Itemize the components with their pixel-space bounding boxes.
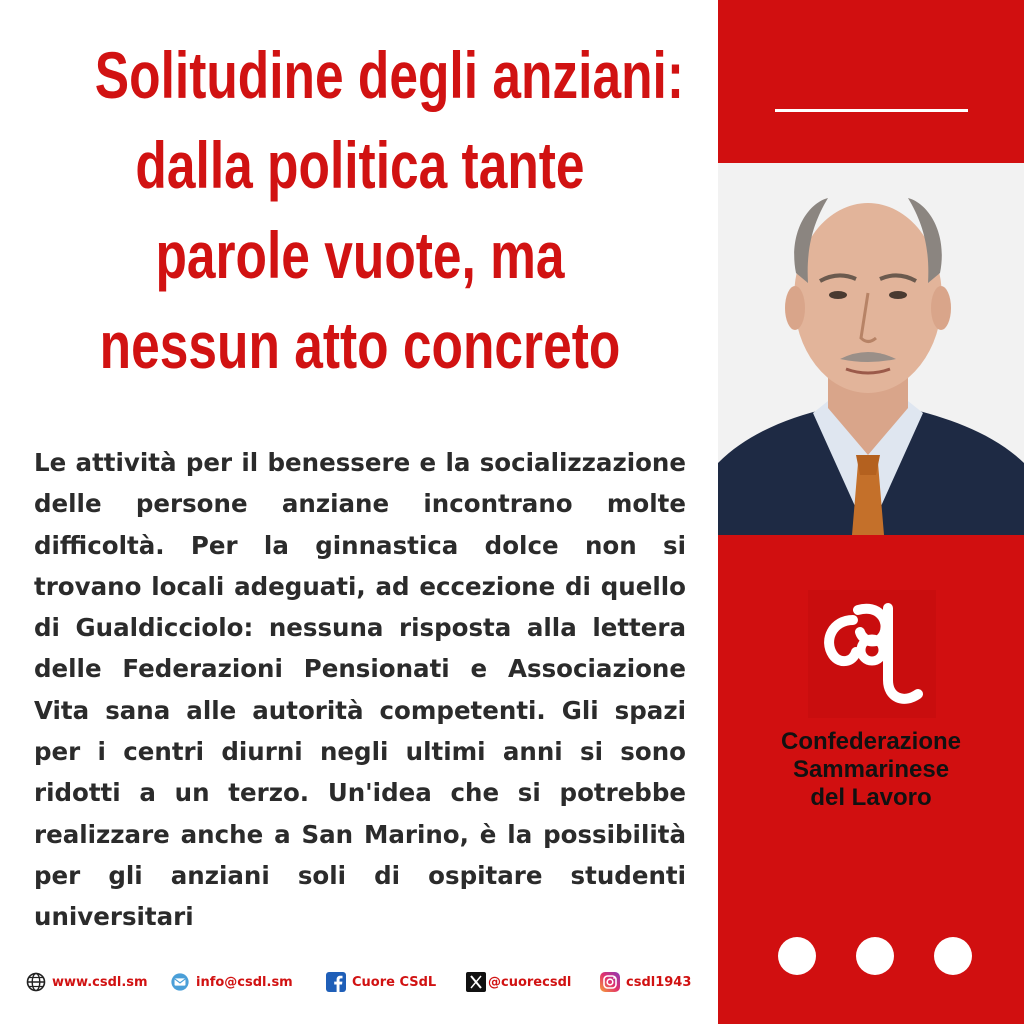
footer-x-text: @cuorecsdl	[488, 974, 572, 990]
footer-website[interactable]	[26, 972, 148, 992]
dot-1	[778, 937, 816, 975]
decorative-line	[775, 109, 968, 112]
headline-line-3: parole vuote, ma	[155, 218, 565, 292]
csdl-logo	[808, 590, 936, 718]
dot-3	[934, 937, 972, 975]
x-icon	[466, 972, 486, 992]
portrait-photo	[718, 163, 1024, 535]
footer-instagram[interactable]	[600, 972, 691, 992]
pagination-dots	[778, 937, 978, 977]
footer-facebook[interactable]	[326, 972, 436, 992]
organization-name	[738, 728, 1004, 812]
organization-line-2: Sammarinese	[792, 756, 950, 783]
organization-line-1: Confederazione	[780, 728, 962, 755]
dot-2	[856, 937, 894, 975]
footer-email[interactable]	[170, 972, 293, 992]
globe-icon	[26, 972, 46, 992]
article-body: Le attività per il benessere e la socializzazione delle persone anziane incontrano molte difficoltà. Per la ginnastica dolce non si trovano locali adeguati, ad eccezione di quello di Gualdicciolo: nessuna risposta alla lettera delle Federazioni Pensionati e Associazione Vita sana alle autorità competenti. Gli spazi per i centri diurni negli ultimi anni si sono ridotti a un terzo. Un'idea che si potrebbe realizzare anche a San Marino, è la possibilità per gli anziani soli di ospitare studenti universitari	[34, 448, 686, 932]
footer-x[interactable]	[466, 972, 571, 992]
right-panel	[718, 0, 1024, 1024]
footer-facebook-text: Cuore CSdL	[352, 974, 437, 990]
headline-line-1: Solitudine degli anziani:	[94, 38, 684, 112]
headline-line-2: dalla politica tante	[135, 128, 585, 202]
footer-email-text: info@csdl.sm	[196, 974, 293, 990]
footer-instagram-text: csdl1943	[626, 974, 692, 990]
headline-line-4: nessun atto concreto	[99, 308, 621, 382]
mail-icon	[170, 972, 190, 992]
facebook-icon	[326, 972, 346, 992]
footer-website-text: www.csdl.sm	[52, 974, 148, 990]
footer-contacts	[0, 966, 718, 1002]
headline	[94, 30, 684, 390]
organization-line-3: del Lavoro	[810, 784, 932, 811]
instagram-icon	[600, 972, 620, 992]
